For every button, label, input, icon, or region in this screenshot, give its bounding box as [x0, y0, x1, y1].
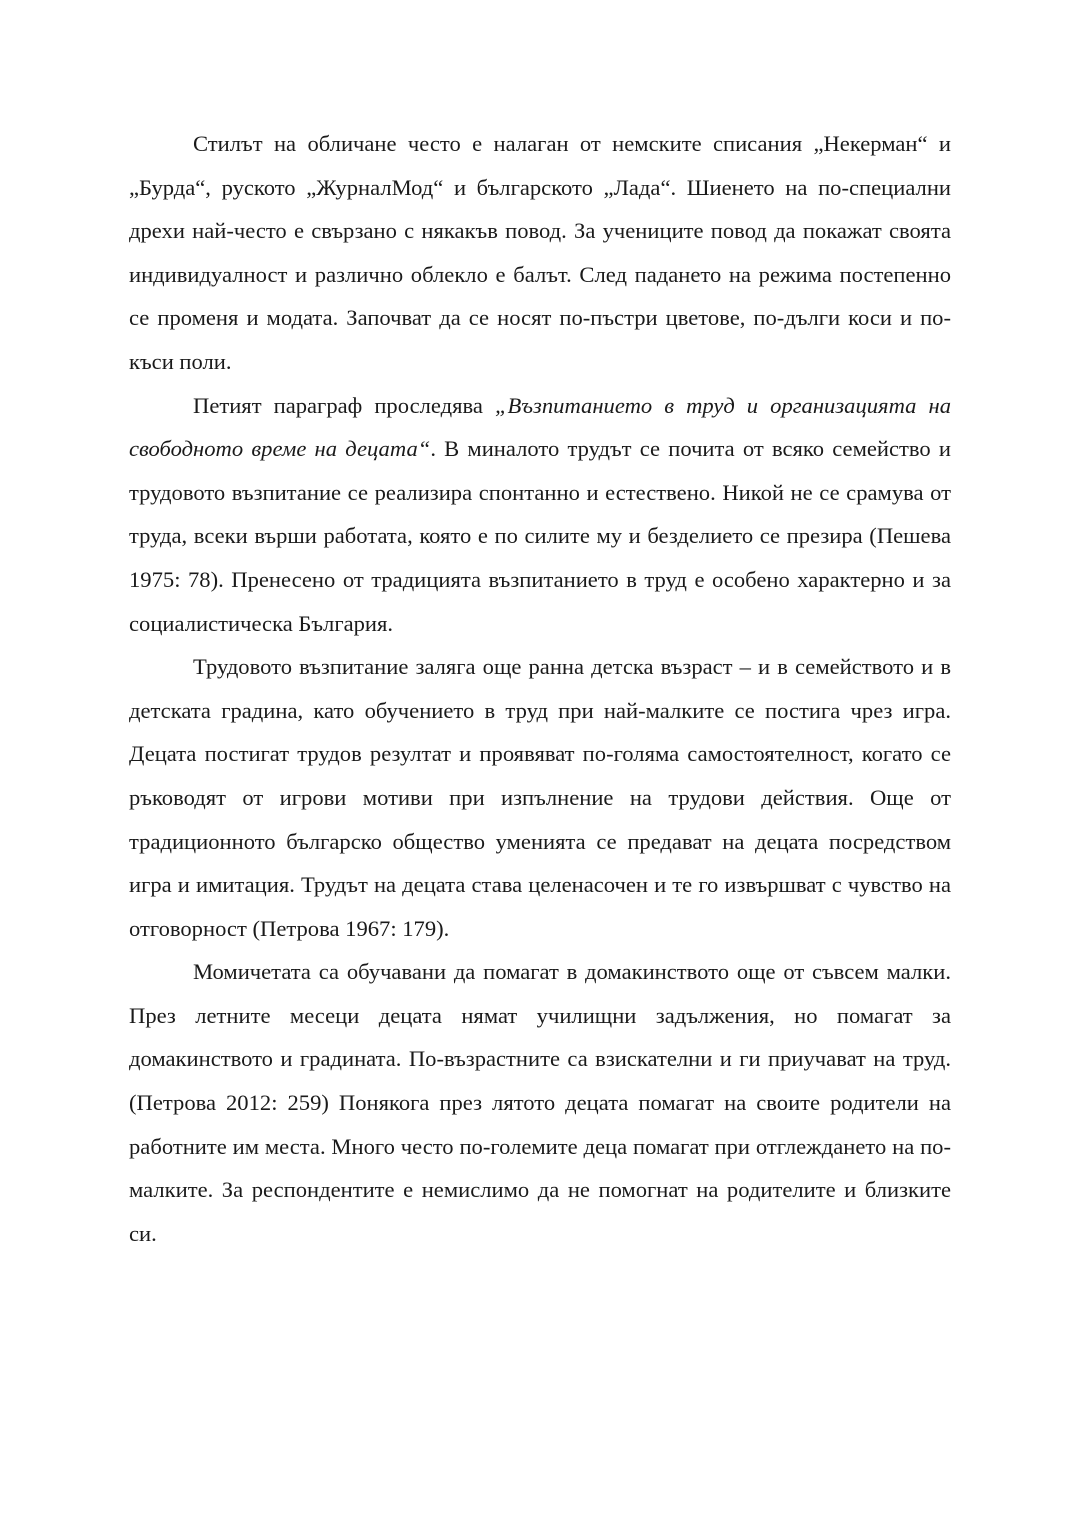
paragraph-labor-education-intro — [129, 384, 951, 646]
paragraph-continuation-text: . В миналото трудът се почита от всяко семейство и трудовото възпитание се реализира спонтанно и естествено. Никой не се срамува от труда, всеки върши работата, която е по силите му и безделието се презира (Пешева 1975: 78). Пренесено от традицията възпитанието в труд е особено характерно и за социалистическа България. — [129, 436, 951, 636]
document-page — [129, 122, 951, 1255]
paragraph-lead-text: Петият параграф проследява — [193, 392, 495, 418]
paragraph-girls-household: Момичетата са обучавани да помагат в домакинството още от съвсем малки. През летните месеци децата нямат училищни задължения, но помагат за домакинството и градината. По-възрастните са взискателни и ги приучават на труд. (Петрова 2012: 259) Понякога през лятото децата помагат на своите родители на работните им места. Много често по-големите деца помагат при отглеждането на по-малките. За респондентите е немислимо да не помогнат на родителите и близките си. — [129, 959, 951, 1246]
paragraph-labor-through-play: Трудовото възпитание залягa още ранна детска възраст – и в семейството и в детската градина, като обучението в труд при най-малките се постига чрез игра. Децата постигат трудов резултат и проявяват по-голяма самостоятелност, когато се ръководят от игрови мотиви при изпълнение на трудови действия. Още от традиционното българско общество уменията се предават на децата посредством игра и имитация. Трудът на децата става целенасочен и те го извършват с чувство на отговорност (Петрова 1967: 179). — [129, 654, 951, 941]
section-title-italic: „Възпитанието в труд и организацията на свободното време на децата“ — [129, 392, 951, 462]
paragraph-clothing-style: Стилът на обличане често е налаган от немските списания „Некерман“ и „Бурда“, руското „ЖурналМод“ и българското „Лада“. Шиенето на по-специални дрехи най-често е свързано с някакъв повод. За учениците повод да покажат своята индивидуалност и различно облекло е балът. След падането на режима постепенно се променя и модата. Започват да се носят по-пъстри цветове, по-дълги коси и по-къси поли. — [129, 131, 951, 374]
